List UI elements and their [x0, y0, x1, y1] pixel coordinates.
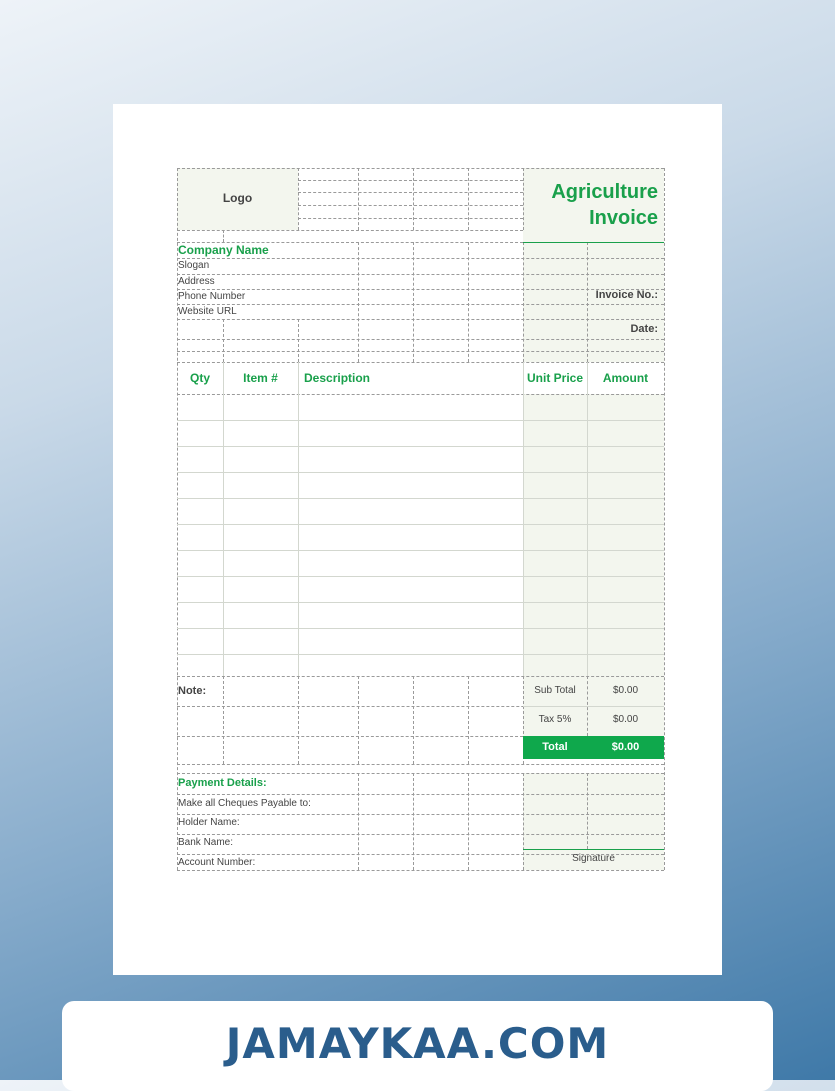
- invoice-title-line2: Invoice: [589, 207, 658, 229]
- grid-line: [177, 814, 664, 815]
- logo-placeholder: Logo: [222, 191, 253, 205]
- grid-line: [177, 870, 664, 871]
- grid-line: [468, 676, 469, 764]
- tax-label: Tax 5%: [538, 714, 572, 725]
- signature-label: Signature: [572, 853, 615, 864]
- grid-line: [177, 362, 664, 363]
- grid-line: [523, 242, 524, 362]
- grid-line: [468, 773, 469, 870]
- grid-line: [413, 676, 414, 764]
- grid-line: [223, 362, 224, 676]
- grid-line: [177, 576, 664, 577]
- grid-line: [358, 773, 359, 870]
- grid-line: [177, 764, 664, 765]
- grid-line: [177, 289, 664, 290]
- column-header-item: Item #: [243, 371, 278, 385]
- grid-line: [523, 706, 664, 707]
- grid-line: [177, 736, 523, 737]
- grid-line: [177, 628, 664, 629]
- grid-line: [177, 654, 664, 655]
- grid-line: [664, 168, 665, 870]
- grid-line: [298, 218, 523, 219]
- title-shade: [523, 168, 664, 242]
- grid-line: [177, 834, 664, 835]
- grid-line: [177, 230, 523, 231]
- grid-line: [177, 168, 664, 169]
- grid-line: [223, 319, 224, 362]
- grid-line: [177, 794, 664, 795]
- invoice-date-label: Date:: [630, 323, 658, 335]
- title-underline: [523, 242, 664, 243]
- grid-line: [298, 362, 299, 676]
- site-banner: [62, 1001, 773, 1091]
- grid-line: [223, 676, 224, 764]
- grid-line: [177, 498, 664, 499]
- meta-shade: [523, 242, 664, 362]
- payment-cheques-label: Make all Cheques Payable to:: [178, 798, 311, 809]
- price-column-shade: [523, 394, 664, 676]
- grid-line: [177, 394, 664, 395]
- grid-line: [523, 362, 524, 676]
- grid-line: [223, 230, 224, 242]
- total-value: $0.00: [611, 741, 640, 753]
- column-header-description: Description: [304, 371, 371, 385]
- grid-line: [177, 319, 664, 320]
- subtotal-value: $0.00: [612, 685, 639, 696]
- company-website: Website URL: [178, 306, 237, 317]
- grid-line: [177, 304, 664, 305]
- grid-line: [298, 205, 523, 206]
- grid-line: [587, 362, 588, 676]
- grid-line: [177, 676, 664, 677]
- invoice-grid: [177, 168, 664, 870]
- subtotal-label: Sub Total: [534, 685, 576, 696]
- grid-line: [298, 676, 299, 764]
- payment-bank-label: Bank Name:: [178, 837, 234, 848]
- company-name: Company Name: [178, 243, 269, 257]
- grid-line: [177, 773, 664, 774]
- grid-line: [177, 339, 664, 340]
- grid-line: [298, 168, 299, 230]
- grid-line: [298, 319, 299, 362]
- column-header-amount: Amount: [602, 371, 649, 385]
- company-address: Address: [178, 276, 215, 287]
- grid-line: [177, 351, 664, 352]
- grid-line: [358, 676, 359, 764]
- grid-line: [177, 420, 664, 421]
- column-header-unit-price: Unit Price: [526, 371, 583, 385]
- payment-holder-label: Holder Name:: [178, 817, 240, 828]
- grid-line: [358, 168, 359, 230]
- grid-line: [413, 168, 414, 230]
- grid-line: [177, 446, 664, 447]
- grid-line: [523, 168, 524, 230]
- grid-line: [468, 242, 469, 362]
- grid-line: [177, 524, 664, 525]
- payment-account-label: Account Number:: [178, 857, 256, 868]
- grid-line: [298, 180, 523, 181]
- grid-line: [177, 472, 664, 473]
- grid-line: [587, 242, 588, 362]
- grid-line: [468, 168, 469, 230]
- grid-line: [177, 274, 664, 275]
- column-header-qty: Qty: [189, 371, 210, 385]
- site-banner-text[interactable]: JAMAYKAA.COM: [225, 1019, 610, 1068]
- invoice-page: [113, 104, 722, 975]
- payment-details-heading: Payment Details:: [178, 777, 267, 789]
- grid-line: [177, 258, 664, 259]
- grid-line: [298, 192, 523, 193]
- tax-value: $0.00: [612, 714, 639, 725]
- note-label: Note:: [178, 685, 207, 697]
- total-label: Total: [542, 741, 568, 753]
- grid-line: [358, 242, 359, 362]
- grid-line: [413, 242, 414, 362]
- grid-line: [587, 773, 588, 849]
- signature-line: [523, 849, 664, 850]
- company-slogan: Slogan: [178, 260, 210, 271]
- invoice-title-line1: Agriculture: [551, 181, 658, 203]
- grid-line: [177, 550, 664, 551]
- grid-line: [413, 773, 414, 870]
- grid-line: [177, 602, 664, 603]
- company-phone: Phone Number: [178, 291, 246, 302]
- invoice-number-label: Invoice No.:: [595, 289, 658, 301]
